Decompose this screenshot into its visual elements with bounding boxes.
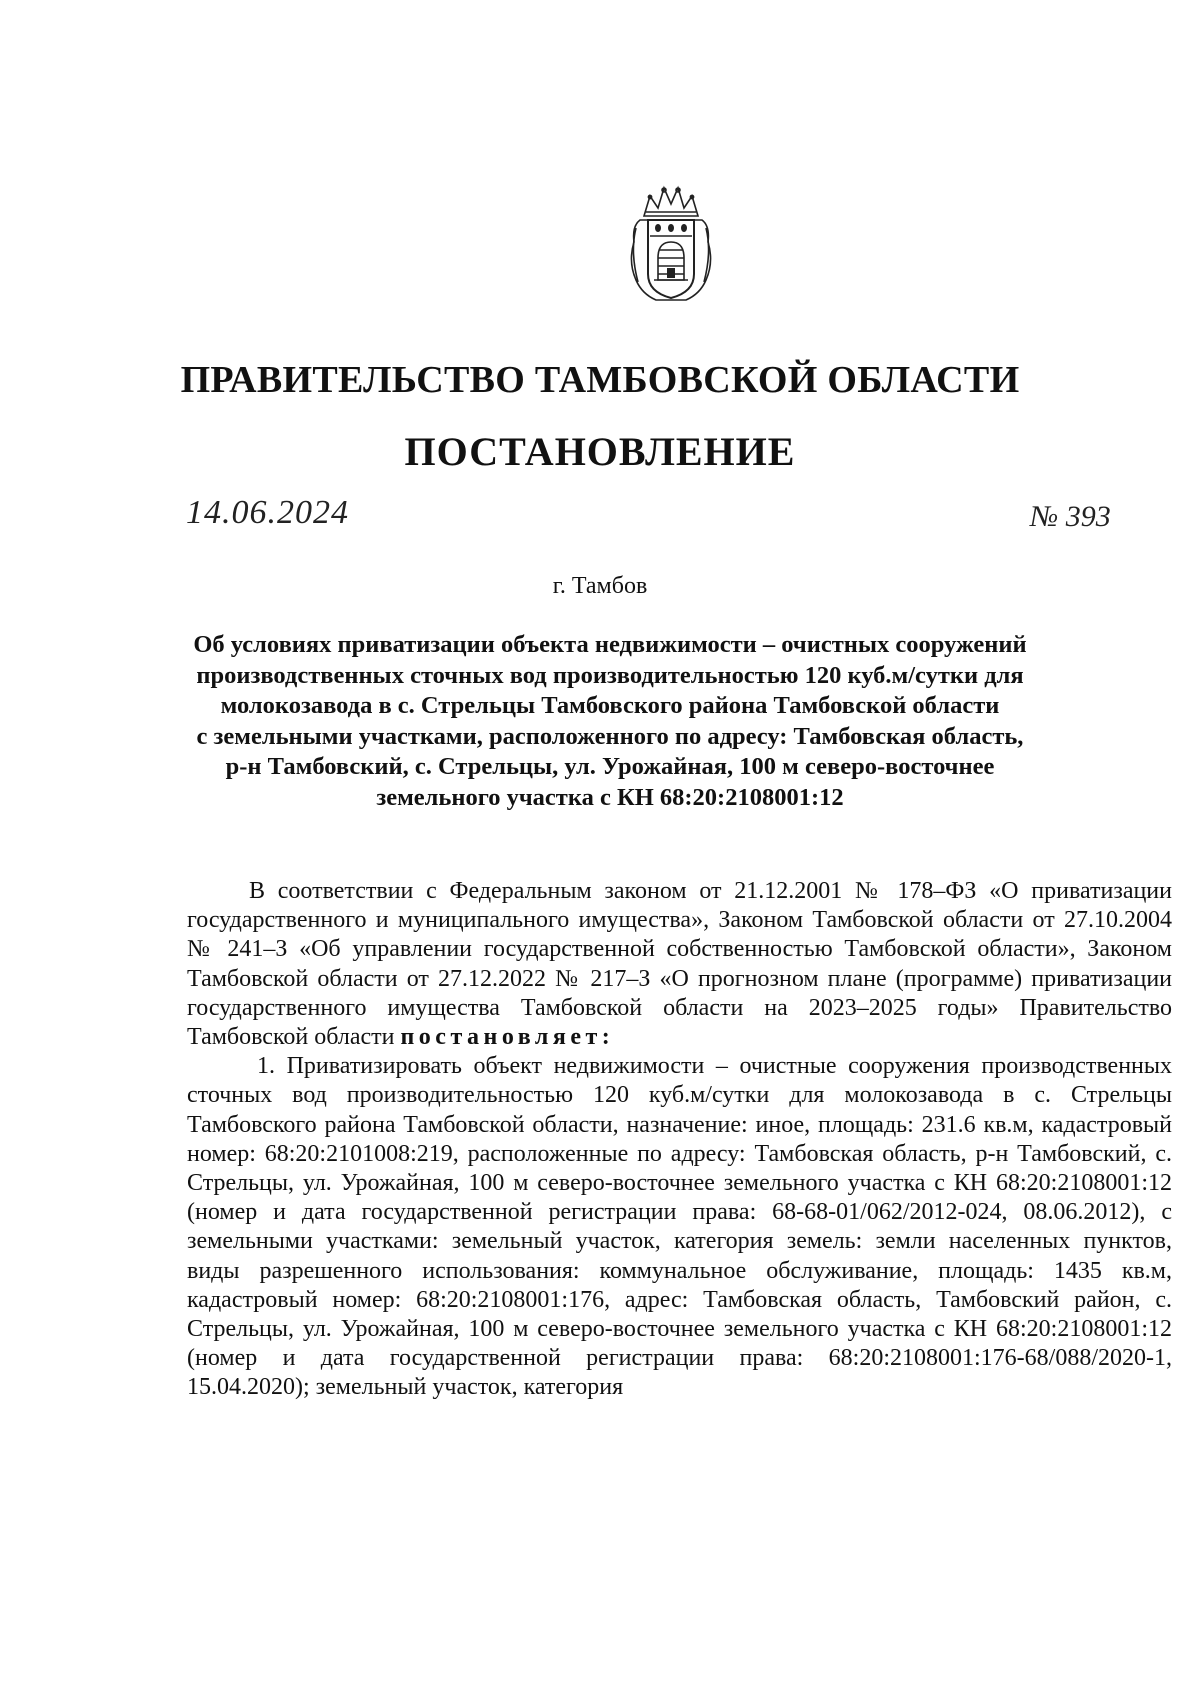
document-number: № 393 [1030, 500, 1111, 533]
title-line: молокозавода в с. Стрельцы Тамбовского района Тамбовской области [220, 692, 1000, 719]
government-name: ПРАВИТЕЛЬСТВО ТАМБОВСКОЙ ОБЛАСТИ [180, 359, 1020, 401]
city-name: г. Тамбов [552, 573, 648, 599]
document-title [170, 630, 1050, 813]
title-line: р-н Тамбовский, с. Стрельцы, ул. Урожайная, 100 м северо-восточнее [225, 753, 995, 780]
item-1-paragraph: 1. Приватизировать объект недвижимости – очистные сооружения производственных сточных вод производительностью 120 куб.м/сутки для молокозавода в с. Стрельцы Тамбовского района Тамбовской области, назначение: иное, площадь: 231.6 кв.м, кадастровый номер: 68:20:2101008:219, расположенные по адресу: Тамбовская область, р-н Тамбовский, с. Стрельцы, ул. Урожайная, 100 м северо-восточнее земельного участка с КН 68:20:2108001:12 (номер и дата государственной регистрации права: 68-68-01/062/2012-024, 08.06.2012), с земельными участками: земельный участок, категория земель: земли населенных пунктов, виды разрешенного использования: коммунальное обслуживание, площадь: 1435 кв.м, кадастровый номер: 68:20:2108001:176, адрес: Тамбовская область, Тамбовский район, с. Стрельцы, ул. Урожайная, 100 м северо-восточнее земельного участка с КН 68:20:2108001:12 (номер и дата государственной регистрации права: 68:20:2108001:176-68/088/2020-1, 15.04.2020); земельный участок, категория [187, 1053, 1172, 1401]
title-line: с земельными участками, расположенного по адресу: Тамбовская область, [196, 722, 1024, 750]
preamble-paragraph [187, 877, 1172, 1052]
tambov-coat-of-arms-icon [622, 182, 720, 312]
document-date: 14.06.2024 [186, 494, 349, 531]
preamble-text: В соответствии с Федеральным законом от 21.12.2001 № 178–ФЗ «О приватизации государственного и муниципального имущества», Законом Тамбовской области от 27.10.2004 № 241–З «Об управлении государственной собственностью Тамбовской области», Законом Тамбовской области от 27.12.2022 № 217–З «О прогнозном плане (программе) приватизации государственного имущества Тамбовской области на 2023–2025 годы» Правительство Тамбовской области [187, 878, 1172, 1051]
resolve-verb: постановляет: [400, 1024, 615, 1051]
title-line: производственных сточных вод производительностью 120 куб.м/сутки для [196, 661, 1024, 689]
document-type: ПОСТАНОВЛЕНИЕ [404, 429, 796, 474]
title-line: земельного участка с КН 68:20:2108001:12 [376, 783, 844, 811]
document-body [187, 877, 1172, 1403]
title-line: Об условиях приватизации объекта недвижимости – очистных сооружений [193, 631, 1027, 658]
